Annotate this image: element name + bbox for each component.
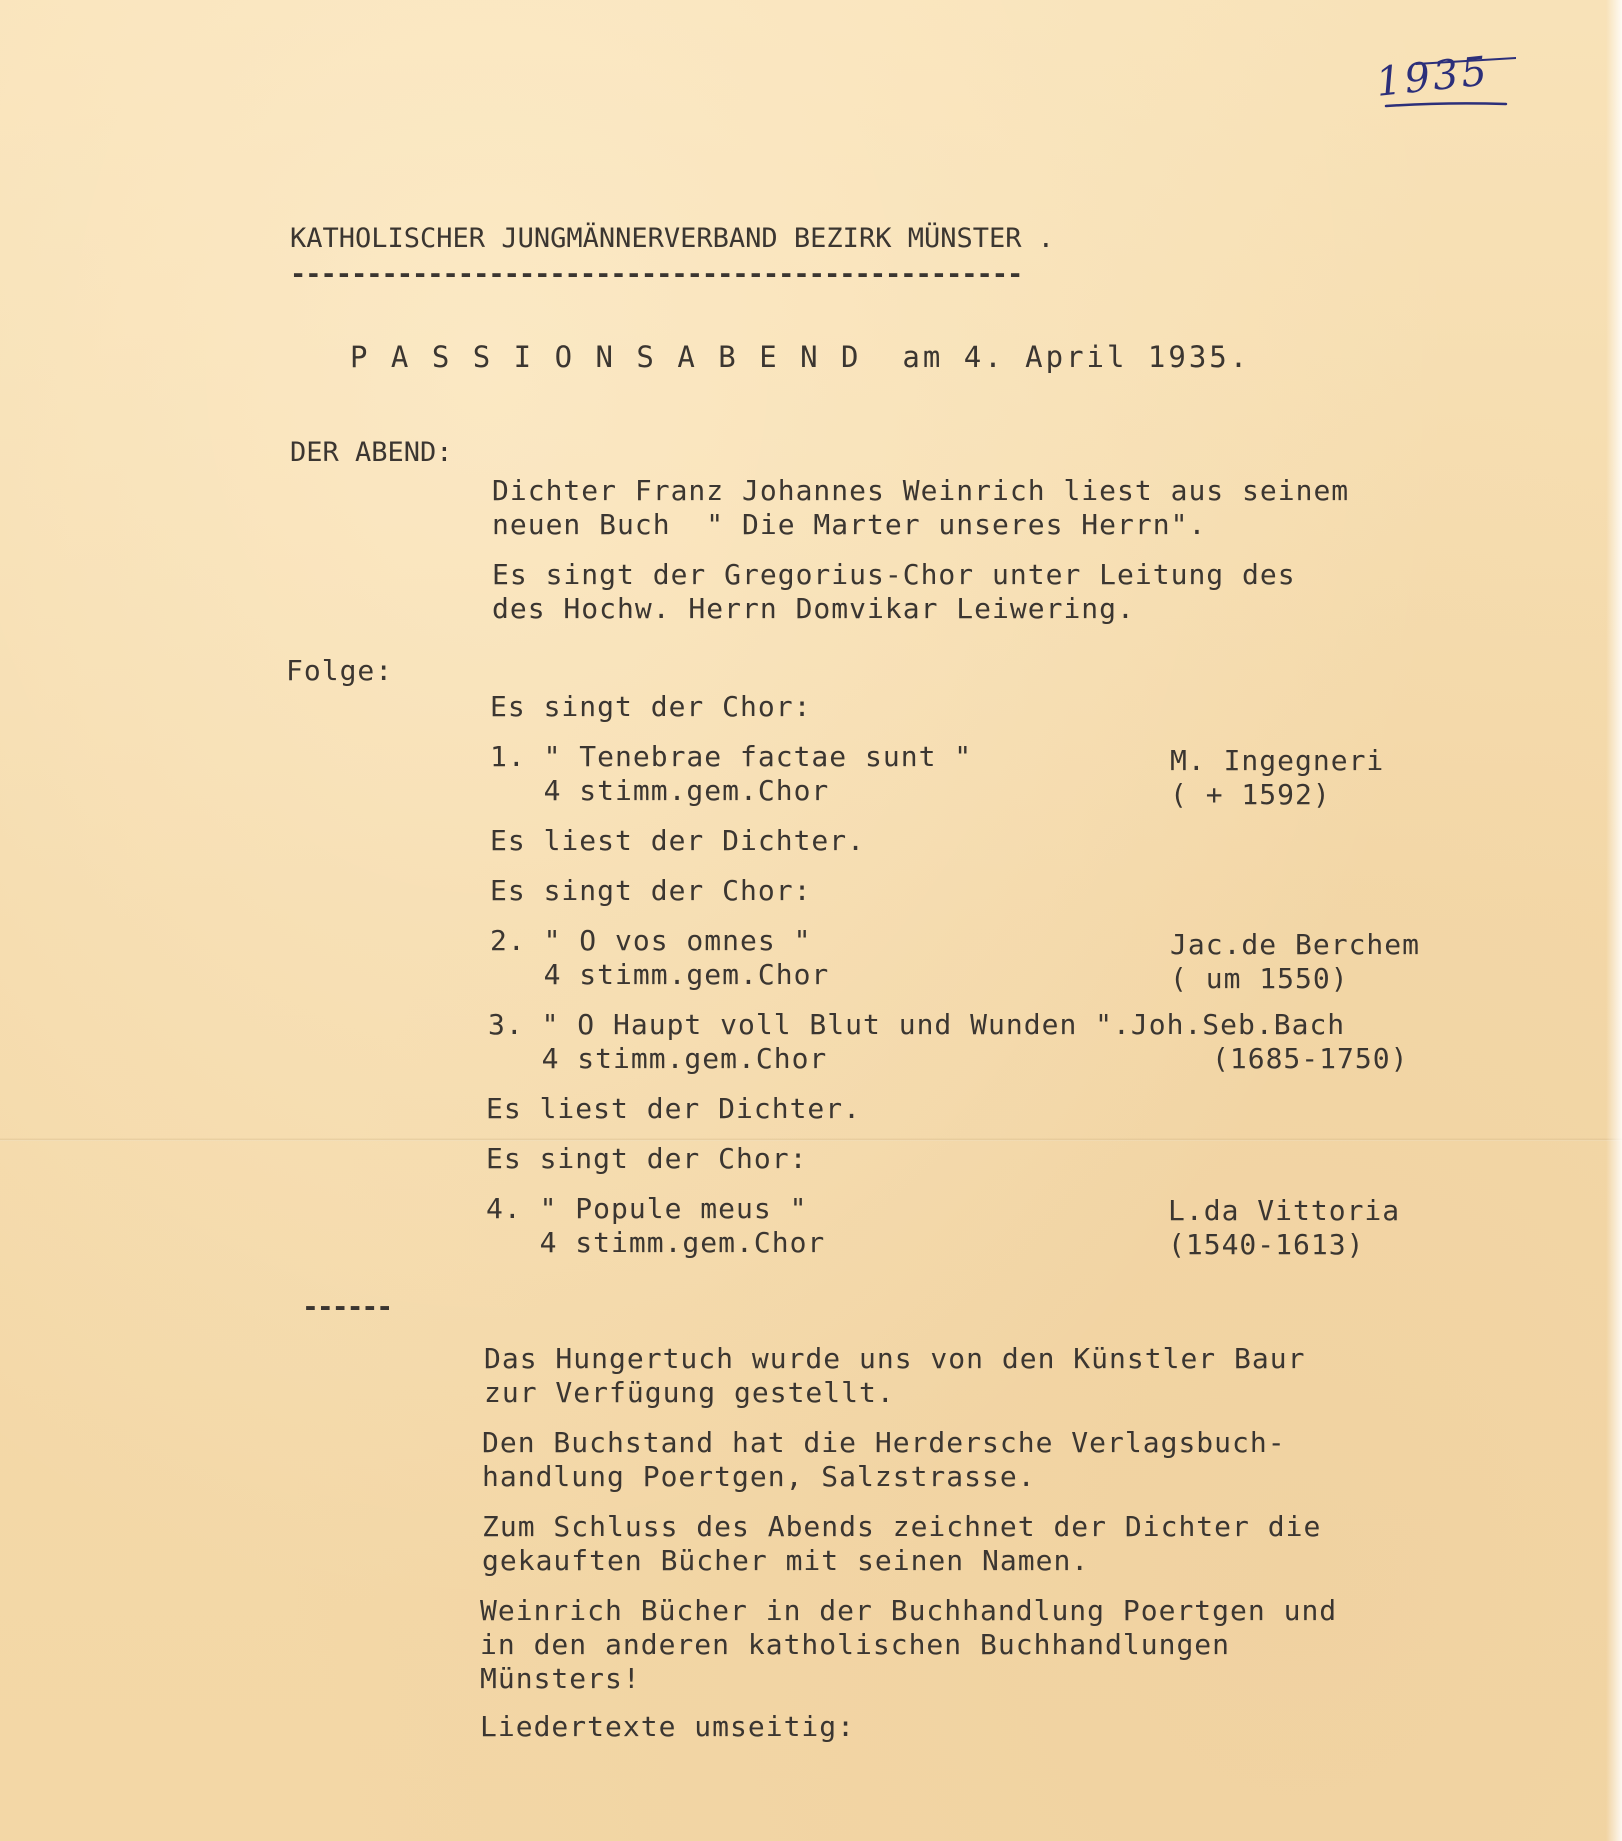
note-lyrics: Liedertexte umseitig: xyxy=(480,1710,856,1743)
program-item-1-composer: M. Ingegneri ( + 1592) xyxy=(1170,744,1385,811)
note-buchstand: Den Buchstand hat die Herdersche Verlagsbuch- handlung Poertgen, Salzstrasse. xyxy=(482,1426,1286,1493)
program-item-4-composer: L.da Vittoria (1540-1613) xyxy=(1168,1194,1401,1261)
folge-sing-2: Es singt der Chor: xyxy=(490,874,812,907)
organization-header: KATHOLISCHER JUNGMÄNNERVERBAND BEZIRK MÜNSTER . xyxy=(290,223,1055,254)
program-item-2-title: 2. " O vos omnes " 4 stimm.gem.Chor xyxy=(490,924,830,991)
folge-sing-3: Es singt der Chor: xyxy=(486,1142,808,1175)
folge-read-1: Es liest der Dichter. xyxy=(490,824,866,857)
note-hungertuch: Das Hungertuch wurde uns von den Künstler Baur zur Verfügung gestellt. xyxy=(484,1342,1306,1409)
program-item-1-title: 1. " Tenebrae factae sunt " 4 stimm.gem.Chor xyxy=(490,740,973,807)
page-title: P A S S I O N S A B E N D am 4. April 1935. xyxy=(350,340,1251,374)
paper-fold xyxy=(0,1138,1622,1141)
abend-paragraph-1: Dichter Franz Johannes Weinrich liest aus seinem neuen Buch " Die Marter unseres Herrn". xyxy=(492,474,1350,541)
note-signing: Zum Schluss des Abends zeichnet der Dichter die gekauften Bücher mit seinen Namen. xyxy=(482,1510,1322,1577)
program-item-2-composer: Jac.de Berchem ( um 1550) xyxy=(1170,928,1421,995)
folge-read-2: Es liest der Dichter. xyxy=(486,1092,862,1125)
handwritten-underline xyxy=(1373,44,1516,124)
section-separator: ------ xyxy=(302,1290,392,1323)
program-item-3-choir: 4 stimm.gem.Chor xyxy=(488,1042,828,1075)
folge-label: Folge: xyxy=(286,654,394,687)
paper-edge xyxy=(1606,0,1622,1841)
program-item-3-dates: (1685-1750) xyxy=(1212,1042,1409,1075)
program-item-4-title: 4. " Popule meus " 4 stimm.gem.Chor xyxy=(486,1192,826,1259)
handwritten-year xyxy=(1373,44,1516,124)
handwritten-year-text: 1935 xyxy=(1373,48,1492,106)
folge-sing-1: Es singt der Chor: xyxy=(490,690,812,723)
note-bookshops: Weinrich Bücher in der Buchhandlung Poertgen und in den anderen katholischen Buchhandlungen Münsters! xyxy=(480,1594,1338,1695)
abend-label: DER ABEND: xyxy=(290,437,453,468)
program-item-3-title: 3. " O Haupt voll Blut und Wunden ".Joh.Seb.Bach xyxy=(488,1008,1346,1041)
header-underline: ------------------------------------------------ xyxy=(290,259,1023,290)
abend-paragraph-2: Es singt der Gregorius-Chor unter Leitung des des Hochw. Herrn Domvikar Leiwering. xyxy=(492,558,1296,625)
